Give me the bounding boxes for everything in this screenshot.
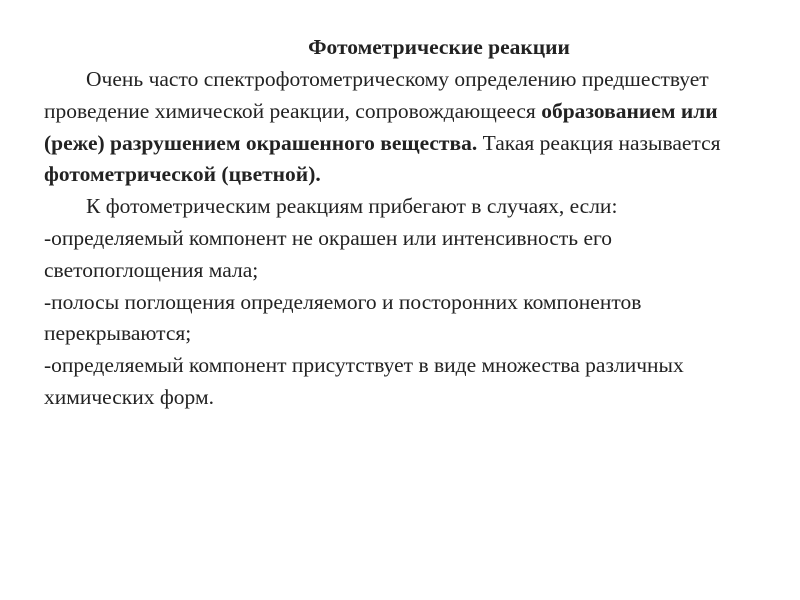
case-item-2: -полосы поглощения определяемого и посторонних компонентов перекрываются; [44,289,642,346]
intro-bold-1: образованием или (реже) разрушением окрашенного вещества. [44,98,718,155]
case-item-1: -определяемый компонент не окрашен или интенсивность его светопоглощения мала; [44,225,613,282]
case-item-3: -определяемый компонент присутствует в виде множества различных химических форм. [44,353,684,409]
slide-content [44,32,774,414]
intro-bold-2: фотометрической (цветной). [44,162,321,187]
intro-text-2: Такая реакция называется [477,130,721,155]
page-title: Фотометрические реакции [308,35,570,59]
intro-text-1: Очень часто спектрофотометрическому определению предшествует проведение химической реакции, сопровождающееся [44,67,709,123]
intro-paragraph [44,64,774,191]
cases-intro: К фотометрическим реакциям прибегают в случаях, если: [86,194,618,219]
